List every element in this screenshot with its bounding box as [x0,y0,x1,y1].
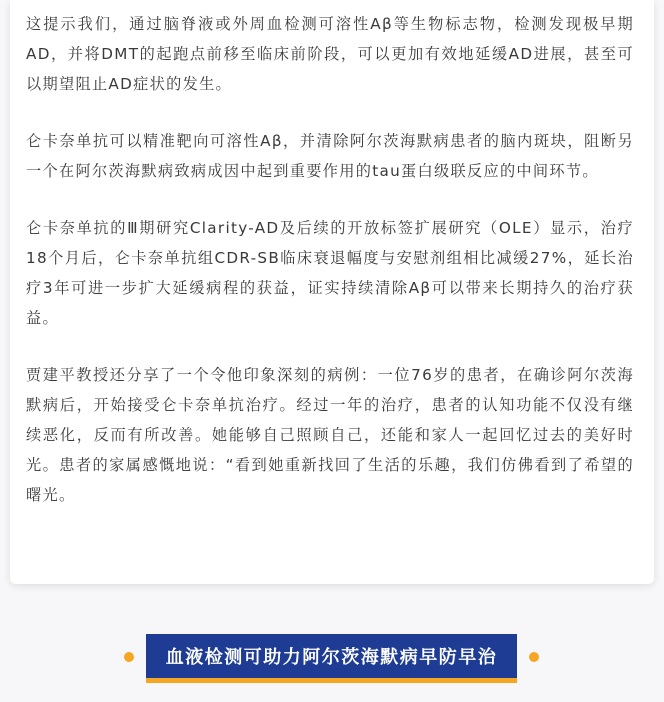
bullet-dot-icon [529,652,539,662]
section-heading [0,632,664,686]
article-paragraph: 这提示我们，通过脑脊液或外周血检测可溶性Aβ等生物标志物，检测发现极早期AD，并将DMT的起跑点前移至临床前阶段，可以更加有效地延缓AD进展，甚至可以期望阻止AD症状的发生。 [26,15,634,93]
article-paragraph: 仑卡奈单抗的Ⅲ期研究Clarity-AD及后续的开放标签扩展研究（OLE）显示，治疗18个月后，仑卡奈单抗组CDR-SB临床衰退幅度与安慰剂组相比减缓27%，延长治疗3年可进一步扩大延缓病程的获益，证实持续清除Aβ可以带来长期持久的治疗获益。 [26,219,634,327]
article-paragraph: 贾建平教授还分享了一个令他印象深刻的病例：一位76岁的患者，在确诊阿尔茨海默病后，开始接受仑卡奈单抗治疗。经过一年的治疗，患者的认知功能不仅没有继续恶化，反而有所改善。她能够自己照顾自己，还能和家人一起回忆过去的美好时光。患者的家属感慨地说：“看到她重新找回了生活的乐趣，我们仿佛看到了希望的曙光。 [26,366,634,504]
bullet-dot-icon [124,652,134,662]
section-heading-box [146,634,517,683]
article-paragraph: 仑卡奈单抗可以精准靶向可溶性Aβ，并清除阿尔茨海默病患者的脑内斑块，阻断另一个在阿尔茨海默病致病成因中起到重要作用的tau蛋白级联反应的中间环节。 [26,132,634,180]
section-heading-title: 血液检测可助力阿尔茨海默病早防早治 [165,647,498,668]
article-card [10,0,654,584]
